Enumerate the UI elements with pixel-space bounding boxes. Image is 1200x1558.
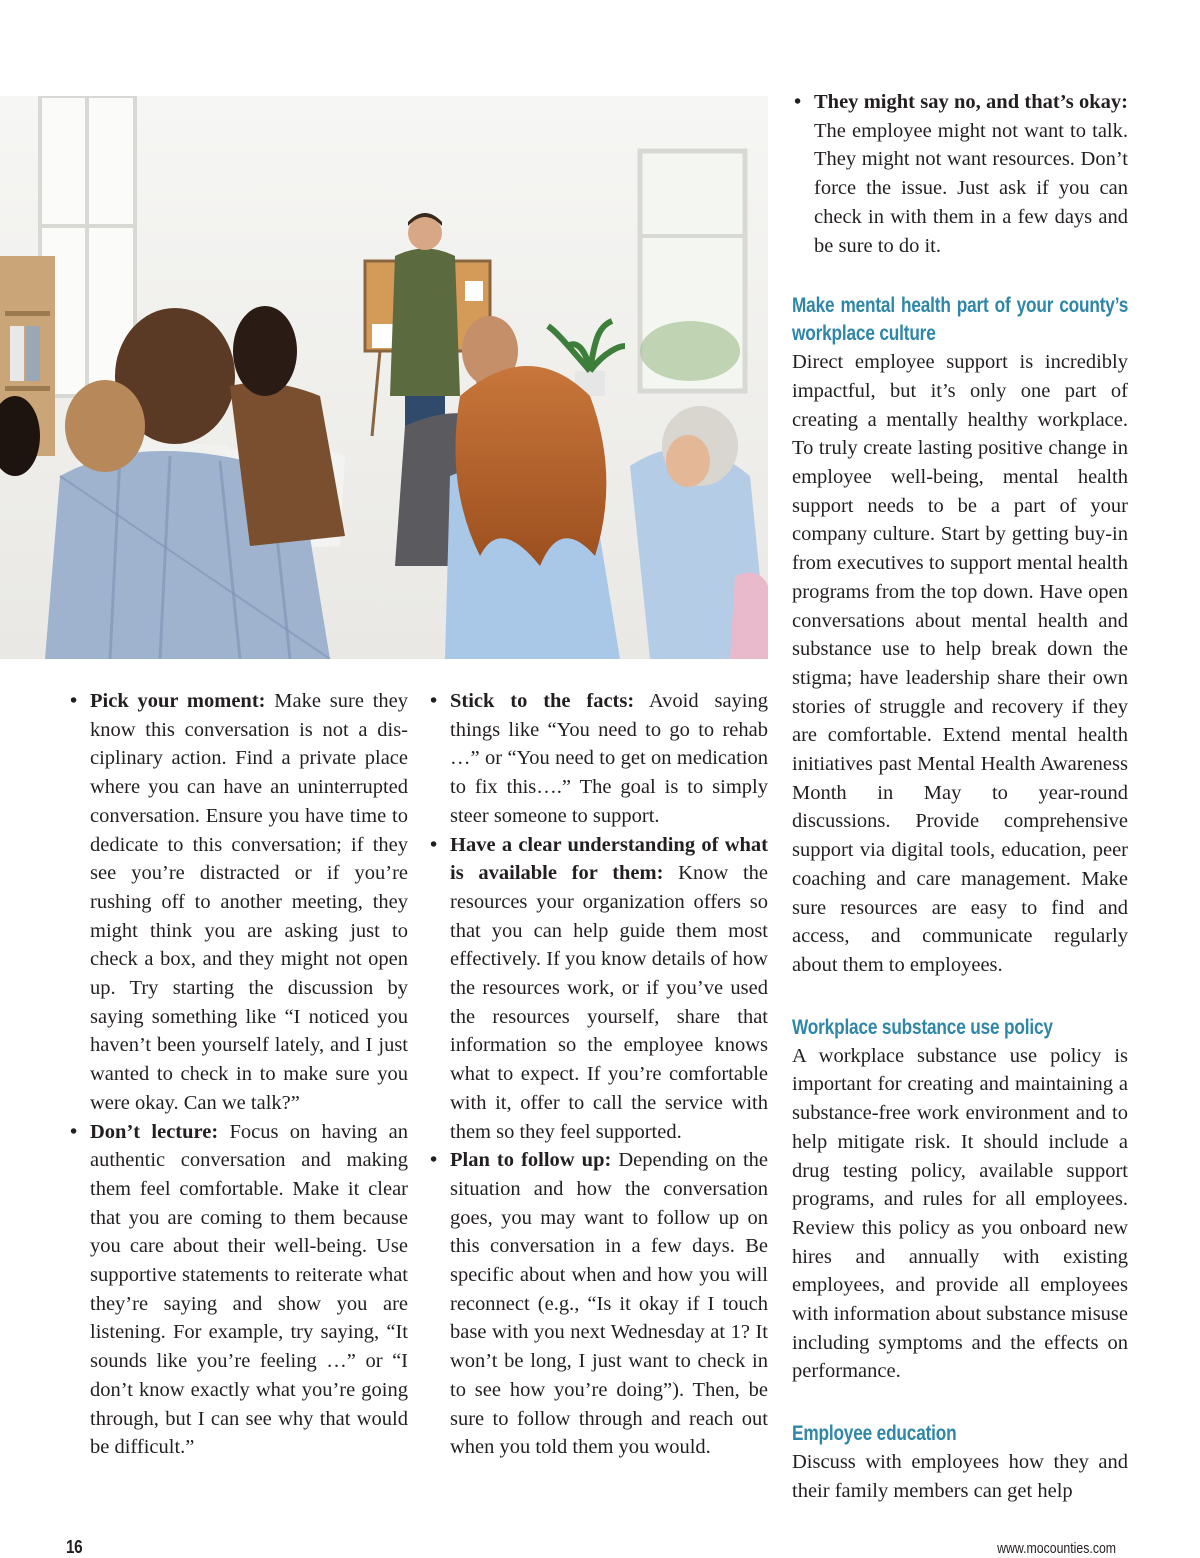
bullet-icon: •: [430, 690, 438, 712]
window-right: [640, 151, 745, 391]
bullet-icon: •: [794, 91, 802, 113]
section-heading-culture: Make mental health part of your county’s workplace culture: [792, 294, 1129, 346]
list-item: [428, 687, 768, 831]
bullet-text: Depending on the situation and how the conversation goes, you may want to follow up on this conversation in a few days. Be specific about when and how you will reconnect (e.g., “Is it okay if I touch base with you next Wednesday at 1? It won’t be long, I just want to check in to see how you’re doing”). Then, be sure to follow through and reach out when you told them you would.: [450, 1149, 768, 1459]
list-item: [428, 1146, 768, 1462]
bullet-icon: •: [430, 833, 438, 856]
section-body-education: Discuss with employees how they and their family members can get help: [792, 1451, 1128, 1502]
bullet-text: Avoid saying things like “You need to go to rehab …” or “You need to get on medication to fix this….” The goal is to simply steer someone to support.: [450, 690, 769, 827]
bullet-lead: Pick your moment:: [90, 690, 266, 712]
footer-url: www.mocounties.com: [997, 1540, 1116, 1557]
section-body-culture: Direct employee support is incredibly impactful, but it’s only one part of creating a mentally healthy workplace. To truly create lasting positive change in employee well-being, mental health support needs to be a part of your company culture. Start by getting buy-in from executives to support mental health programs from the top down. Have open conversations about mental health and substance use to help break down the stigma; have leadership share their own stories of struggle and recovery if they are comfortable. Extend mental health initiatives past Mental Health Awareness Month in May to year-round discussions. Provide comprehensive support via digital tools, education, peer coaching and care management. Make sure resources are easy to find and access, and communicate regularly about them to employees.: [792, 351, 1128, 976]
section-heading-policy: Workplace substance use policy: [792, 1015, 1053, 1039]
bullet-icon: •: [430, 1149, 438, 1172]
bullet-text: Focus on having an authentic conversation and making them feel comfortable. Make it clear that you are coming to them because you care about their well-being. Use supportive statements to reiterate what they’re saying and show you are listening. For example, try saying, “It sounds like you’re feeling …” or “I don’t know exactly what you’re going through, but I can see why that would be difficult.”: [90, 1120, 408, 1459]
bullet-lead: Have a clear understanding of what is available for them:: [450, 833, 768, 885]
list-item: [792, 88, 1128, 260]
list-item: [428, 831, 768, 1147]
bullet-text: Make sure they know this conversation is not a disciplinary action. Find a private place where you can have an uninterrupted conversation. Ensure you have time to dedicate to this conversation; if they see you’re distracted or if you’re rushing off to another meeting, they might think you are asking just to check a box, and they might not open up. Try starting the discussion by saying something like “I noticed you haven’t been yourself lately, and I just wanted to check in to make sure you were okay. Can we talk?”: [90, 690, 409, 1114]
tips-list-middle: [428, 687, 768, 1462]
list-item: [68, 687, 408, 1118]
tips-list-left: [68, 687, 408, 1462]
section-heading-education: Employee education: [792, 1422, 957, 1446]
bullet-lead: Plan to follow up:: [450, 1149, 612, 1172]
section-body-policy: A workplace substance use policy is important for creating and maintaining a substance-free work environment and to help mitigate risk. It should include a drug testing policy, available support programs, and rules for all employees. Review this policy as you onboard new hires and annually with existing employees, and provide all employees with information about substance misuse including symptoms and the effects on performance.: [792, 1044, 1128, 1383]
seminar-photo: [0, 96, 768, 659]
bullet-icon: •: [70, 1120, 78, 1143]
page-number: 16: [66, 1537, 83, 1557]
bullet-lead: Stick to the facts:: [450, 690, 635, 712]
bullet-text: The employee might not want to talk. They might not want resources. Don’t force the issue. Just ask if you can check in with them in a few days and be sure to do it.: [814, 119, 1128, 257]
bullet-lead: Don’t lecture:: [90, 1120, 219, 1143]
tips-list-right: [792, 88, 1128, 260]
bullet-lead: They might say no, and that’s okay:: [814, 91, 1128, 113]
column-right: [792, 88, 1128, 1506]
bullet-text: Know the resources your organization offers so that you can help guide them most effectively. If you know details of how the resources work, or if you’ve used the resources yourself, share that information so the employee knows what to expect. If you’re comfortable with it, offer to call the service with them so they feel supported.: [450, 862, 769, 1143]
bullet-icon: •: [70, 690, 78, 712]
list-item: [68, 1118, 408, 1462]
column-left: [68, 687, 408, 1462]
column-middle: [428, 687, 768, 1462]
